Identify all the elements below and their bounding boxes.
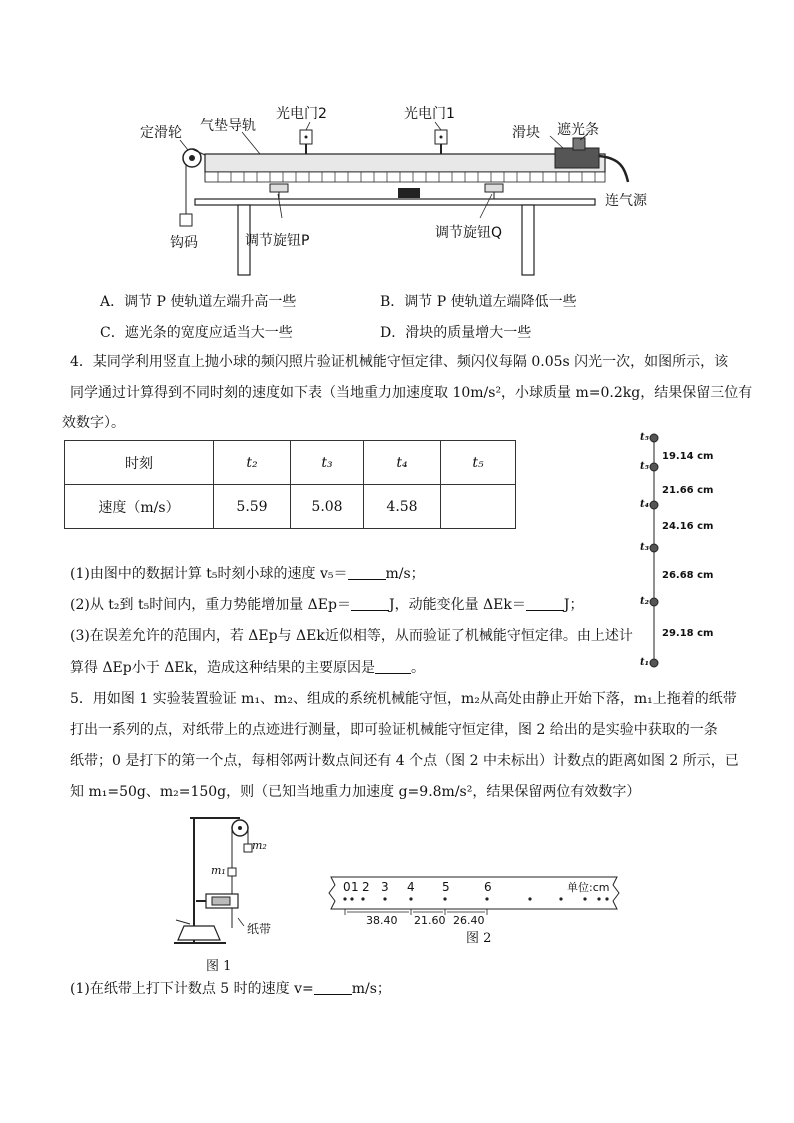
point-label: 1 xyxy=(351,880,359,894)
point-label: 4 xyxy=(407,880,415,894)
q5-line-4: 知 m₁=50g、m₂=150g，则（已知当地重力加速度 g=9.8m/s²，结果保留两位有效数字） xyxy=(70,784,641,800)
distance-label: 26.40 xyxy=(453,914,485,927)
q4-line-1: 4．某同学利用竖直上抛小球的频闪照片验证机械能守恒定律、频闪仪每隔 0.05s 闪光一次，如图所示，该 xyxy=(70,354,729,370)
table-cell: t₄ xyxy=(364,441,441,485)
answer-blank[interactable] xyxy=(351,596,389,611)
velocity-table xyxy=(64,440,516,529)
table-cell: t₂ xyxy=(214,441,291,485)
knob-q-label: 调节旋钮Q xyxy=(435,225,503,241)
q5-line-3: 纸带；0 是打下的第一个点，每相邻两计数点间还有 4 个点（图 2 中未标出）计数点的距离如图 2 所示，已 xyxy=(70,753,739,769)
point-label: 6 xyxy=(484,880,492,894)
time-label: t₁ xyxy=(640,657,649,668)
fig2-caption: 图 2 xyxy=(466,931,492,946)
distance-label: 21.60 xyxy=(414,914,446,927)
track-label: 气垫导轨 xyxy=(200,118,256,134)
q4-sub2-text: (2)从 t₂到 t₅时间内，重力势能增加量 ΔEp＝ xyxy=(70,597,351,613)
unit-label: 单位:cm xyxy=(567,881,610,894)
point-label: 5 xyxy=(442,880,450,894)
q4-sub3-end: 。 xyxy=(411,660,426,676)
q4-sub3-line1: (3)在误差允许的范围内，若 ΔEp与 ΔEk近似相等，从而验证了机械能守恒定律。由上述计 xyxy=(70,628,633,644)
q4-sub2-text-b: J，动能变化量 ΔEk＝ xyxy=(388,597,526,613)
tape-label: 纸带 xyxy=(247,922,272,936)
table-cell xyxy=(441,485,516,529)
distance-label: 38.40 xyxy=(366,914,398,927)
table-cell: 时刻 xyxy=(65,441,214,485)
table-cell: 4.58 xyxy=(364,485,441,529)
option-c: C．遮光条的宽度应适当大一些 xyxy=(100,325,293,341)
q5-sub1-text: (1)在纸带上打下计数点 5 时的速度 v= xyxy=(70,981,314,997)
q4-sub1-text: (1)由图中的数据计算 t₅时刻小球的速度 v₅＝ xyxy=(70,566,348,582)
segment-length: 21.66 cm xyxy=(662,485,714,496)
answer-blank[interactable] xyxy=(314,980,352,995)
time-label: t₅ xyxy=(640,461,649,472)
option-a: A．调节 P 使轨道左端升高一些 xyxy=(100,294,297,310)
table-header-row xyxy=(65,441,516,485)
time-label: t₂ xyxy=(640,596,649,607)
air-source-label: 连气源 xyxy=(605,193,647,209)
time-label: t₄ xyxy=(640,499,649,510)
shade-label: 遮光条 xyxy=(557,122,599,138)
segment-length: 26.68 cm xyxy=(662,570,714,581)
gate1-label: 光电门1 xyxy=(404,106,455,122)
time-label: t₅ xyxy=(640,432,649,443)
answer-blank[interactable] xyxy=(526,596,564,611)
table-cell: t₃ xyxy=(291,441,364,485)
point-label: 3 xyxy=(381,880,389,894)
table-row xyxy=(65,485,516,529)
q5-sub1-unit: m/s； xyxy=(351,981,391,997)
knob-p-label: 调节旋钮P xyxy=(245,233,310,249)
table-cell: t₅ xyxy=(441,441,516,485)
q4-sub3-text: 算得 ΔEp小于 ΔEk，造成这种结果的主要原因是 xyxy=(70,660,376,676)
table-cell: 5.08 xyxy=(291,485,364,529)
q4-line-2: 同学通过计算得到不同时刻的速度如下表（当地重力加速度取 10m/s²，小球质量 m=0.2kg，结果保留三位有 xyxy=(70,385,753,401)
point-label: 2 xyxy=(362,880,370,894)
gate2-label: 光电门2 xyxy=(276,106,327,122)
fig1-caption: 图 1 xyxy=(206,959,232,974)
weight-label: 钩码 xyxy=(170,235,198,251)
m1-label: m₁ xyxy=(211,864,226,877)
segment-length: 29.18 cm xyxy=(662,628,714,639)
q5-line-2: 打出一系列的点，对纸带上的点迹进行测量，即可验证机械能守恒定律，图 2 给出的是实验中获取的一条 xyxy=(70,722,718,738)
option-d: D．滑块的质量增大一些 xyxy=(380,325,532,341)
q4-line-3: 效数字）。 xyxy=(62,415,125,431)
answer-blank[interactable] xyxy=(348,565,386,580)
m2-label: m₂ xyxy=(252,839,267,852)
table-cell: 速度（m/s） xyxy=(65,485,214,529)
slider-label: 滑块 xyxy=(512,125,540,141)
q4-sub1-unit: m/s； xyxy=(385,566,425,582)
q4-sub1 xyxy=(70,565,425,583)
q5-line-1: 5．用如图 1 实验装置验证 m₁、m₂、组成的系统机械能守恒，m₂从高处由静止开始下落，m₁上拖着的纸带 xyxy=(70,691,737,707)
q4-sub2 xyxy=(70,596,583,614)
answer-blank[interactable] xyxy=(375,659,411,674)
point-label: 0 xyxy=(343,880,351,894)
pulley-label: 定滑轮 xyxy=(140,125,182,141)
q4-sub2-unit: J； xyxy=(563,597,584,613)
segment-length: 19.14 cm xyxy=(662,451,714,462)
air-track-diagram xyxy=(150,118,670,278)
table-cell: 5.59 xyxy=(214,485,291,529)
q4-sub3-line2 xyxy=(70,659,425,677)
option-b: B．调节 P 使轨道左端降低一些 xyxy=(380,294,577,310)
time-label: t₃ xyxy=(640,542,649,553)
q5-sub1 xyxy=(70,980,391,998)
segment-length: 24.16 cm xyxy=(662,521,714,532)
